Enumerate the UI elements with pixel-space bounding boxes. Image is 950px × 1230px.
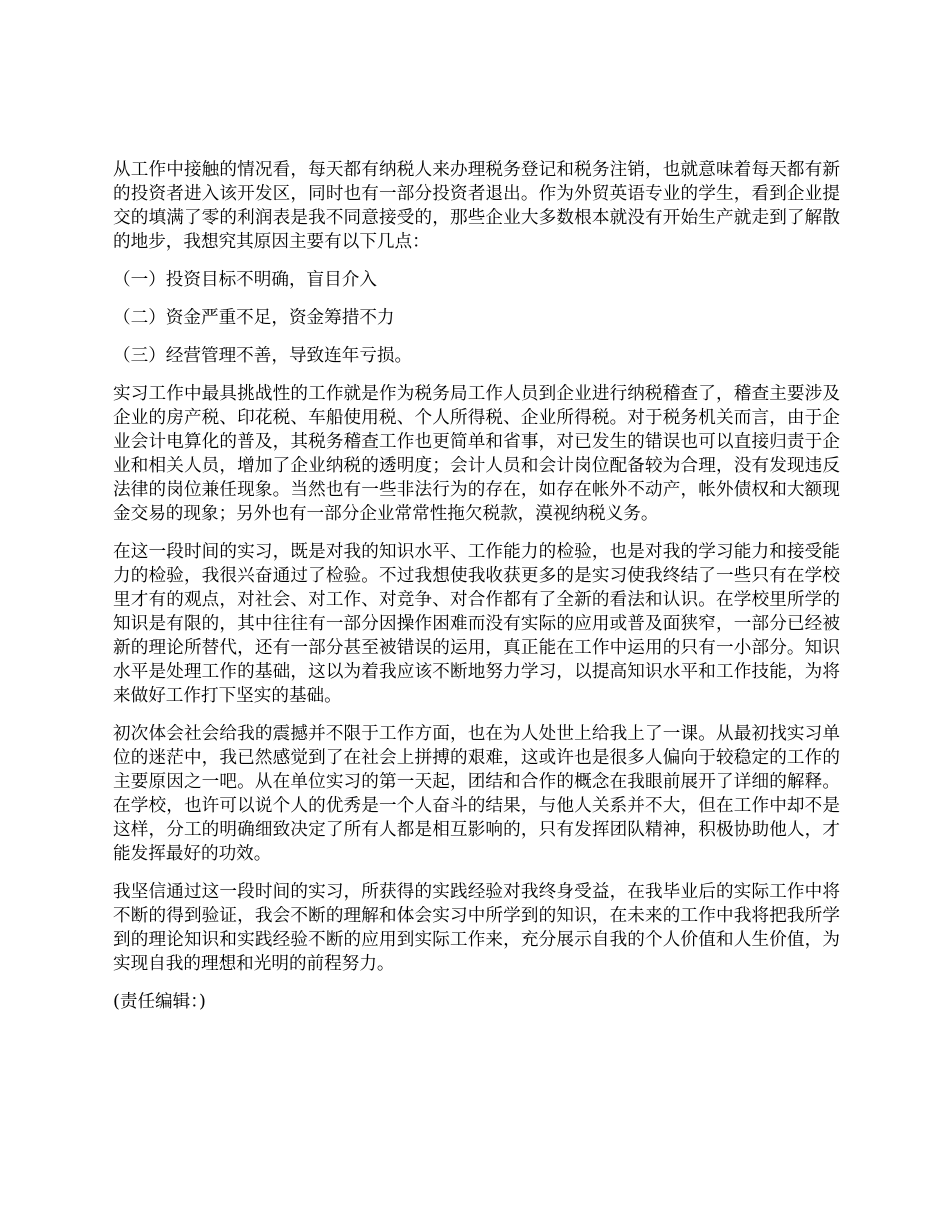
intro-paragraph: 从工作中接触的情况看，每天都有纳税人来办理税务登记和税务注销，也就意味着每天都有新的投资者进入该开发区，同时也有一部分投资者退出。作为外贸英语专业的学生，看到企业提交的填满了零的利润表是我不同意接受的，那些企业大多数根本就没有开始生产就走到了解散的地步，我想究其原因主要有以下几点：	[113, 160, 840, 252]
document-page	[113, 158, 840, 1014]
reasons-list	[113, 268, 840, 368]
list-item: （二）资金严重不足，资金筹措不力	[113, 308, 395, 328]
body-paragraph: 初次体会社会给我的震撼并不限于工作方面，也在为人处世上给我上了一课。从最初找实习单位的迷茫中，我已然感觉到了在社会上拼搏的艰难，这或许也是很多人偏向于较稳定的工作的主要原因之一吧。从在单位实习的第一天起，团结和合作的概念在我眼前展开了详细的解释。在学校，也许可以说个人的优秀是一个人奋斗的结果，与他人关系并不大，但在工作中却不是这样，分工的明确细致决定了所有人都是相互影响的，只有发挥团队精神，积极协助他人，才能发挥最好的功效。	[113, 724, 840, 864]
editor-note: (责任编辑：)	[113, 992, 206, 1012]
body-paragraph: 在这一段时间的实习，既是对我的知识水平、工作能力的检验，也是对我的学习能力和接受能力的检验，我很兴奋通过了检验。不过我想使我收获更多的是实习使我终结了一些只有在学校里才有的观点，对社会、对工作、对竞争、对合作都有了全新的看法和认识。在学校里所学的知识是有限的，其中往往有一部分因操作困难而没有实际的应用或普及面狭窄，一部分已经被新的理论所替代，还有一部分甚至被错误的运用，真正能在工作中运用的只有一小部分。知识水平是处理工作的基础，这以为着我应该不断地努力学习，以提高知识水平和工作技能，为将来做好工作打下坚实的基础。	[113, 542, 840, 706]
body-paragraph: 实习工作中最具挑战性的工作就是作为税务局工作人员到企业进行纳税稽查了，稽查主要涉及企业的房产税、印花税、车船使用税、个人所得税、企业所得税。对于税务机关而言，由于企业会计电算化的普及，其税务稽查工作也更简单和省事，对已发生的错误也可以直接归责于企业和相关人员，增加了企业纳税的透明度；会计人员和会计岗位配备较为合理，没有发现违反法律的岗位兼任现象。当然也有一些非法行为的存在，如存在帐外不动产，帐外债权和大额现金交易的现象；另外也有一部分企业常常性拖欠税款，漠视纳税义务。	[113, 384, 840, 524]
list-item: （三）经营管理不善，导致连年亏损。	[113, 346, 413, 366]
body-paragraph: 我坚信通过这一段时间的实习，所获得的实践经验对我终身受益，在我毕业后的实际工作中将不断的得到验证，我会不断的理解和体会实习中所学到的知识，在未来的工作中我将把我所学到的理论知识和实践经验不断的应用到实际工作来，充分展示自我的个人价值和人生价值，为实现自我的理想和光明的前程努力。	[113, 882, 840, 974]
list-item: （一）投资目标不明确，盲目介入	[113, 270, 377, 290]
